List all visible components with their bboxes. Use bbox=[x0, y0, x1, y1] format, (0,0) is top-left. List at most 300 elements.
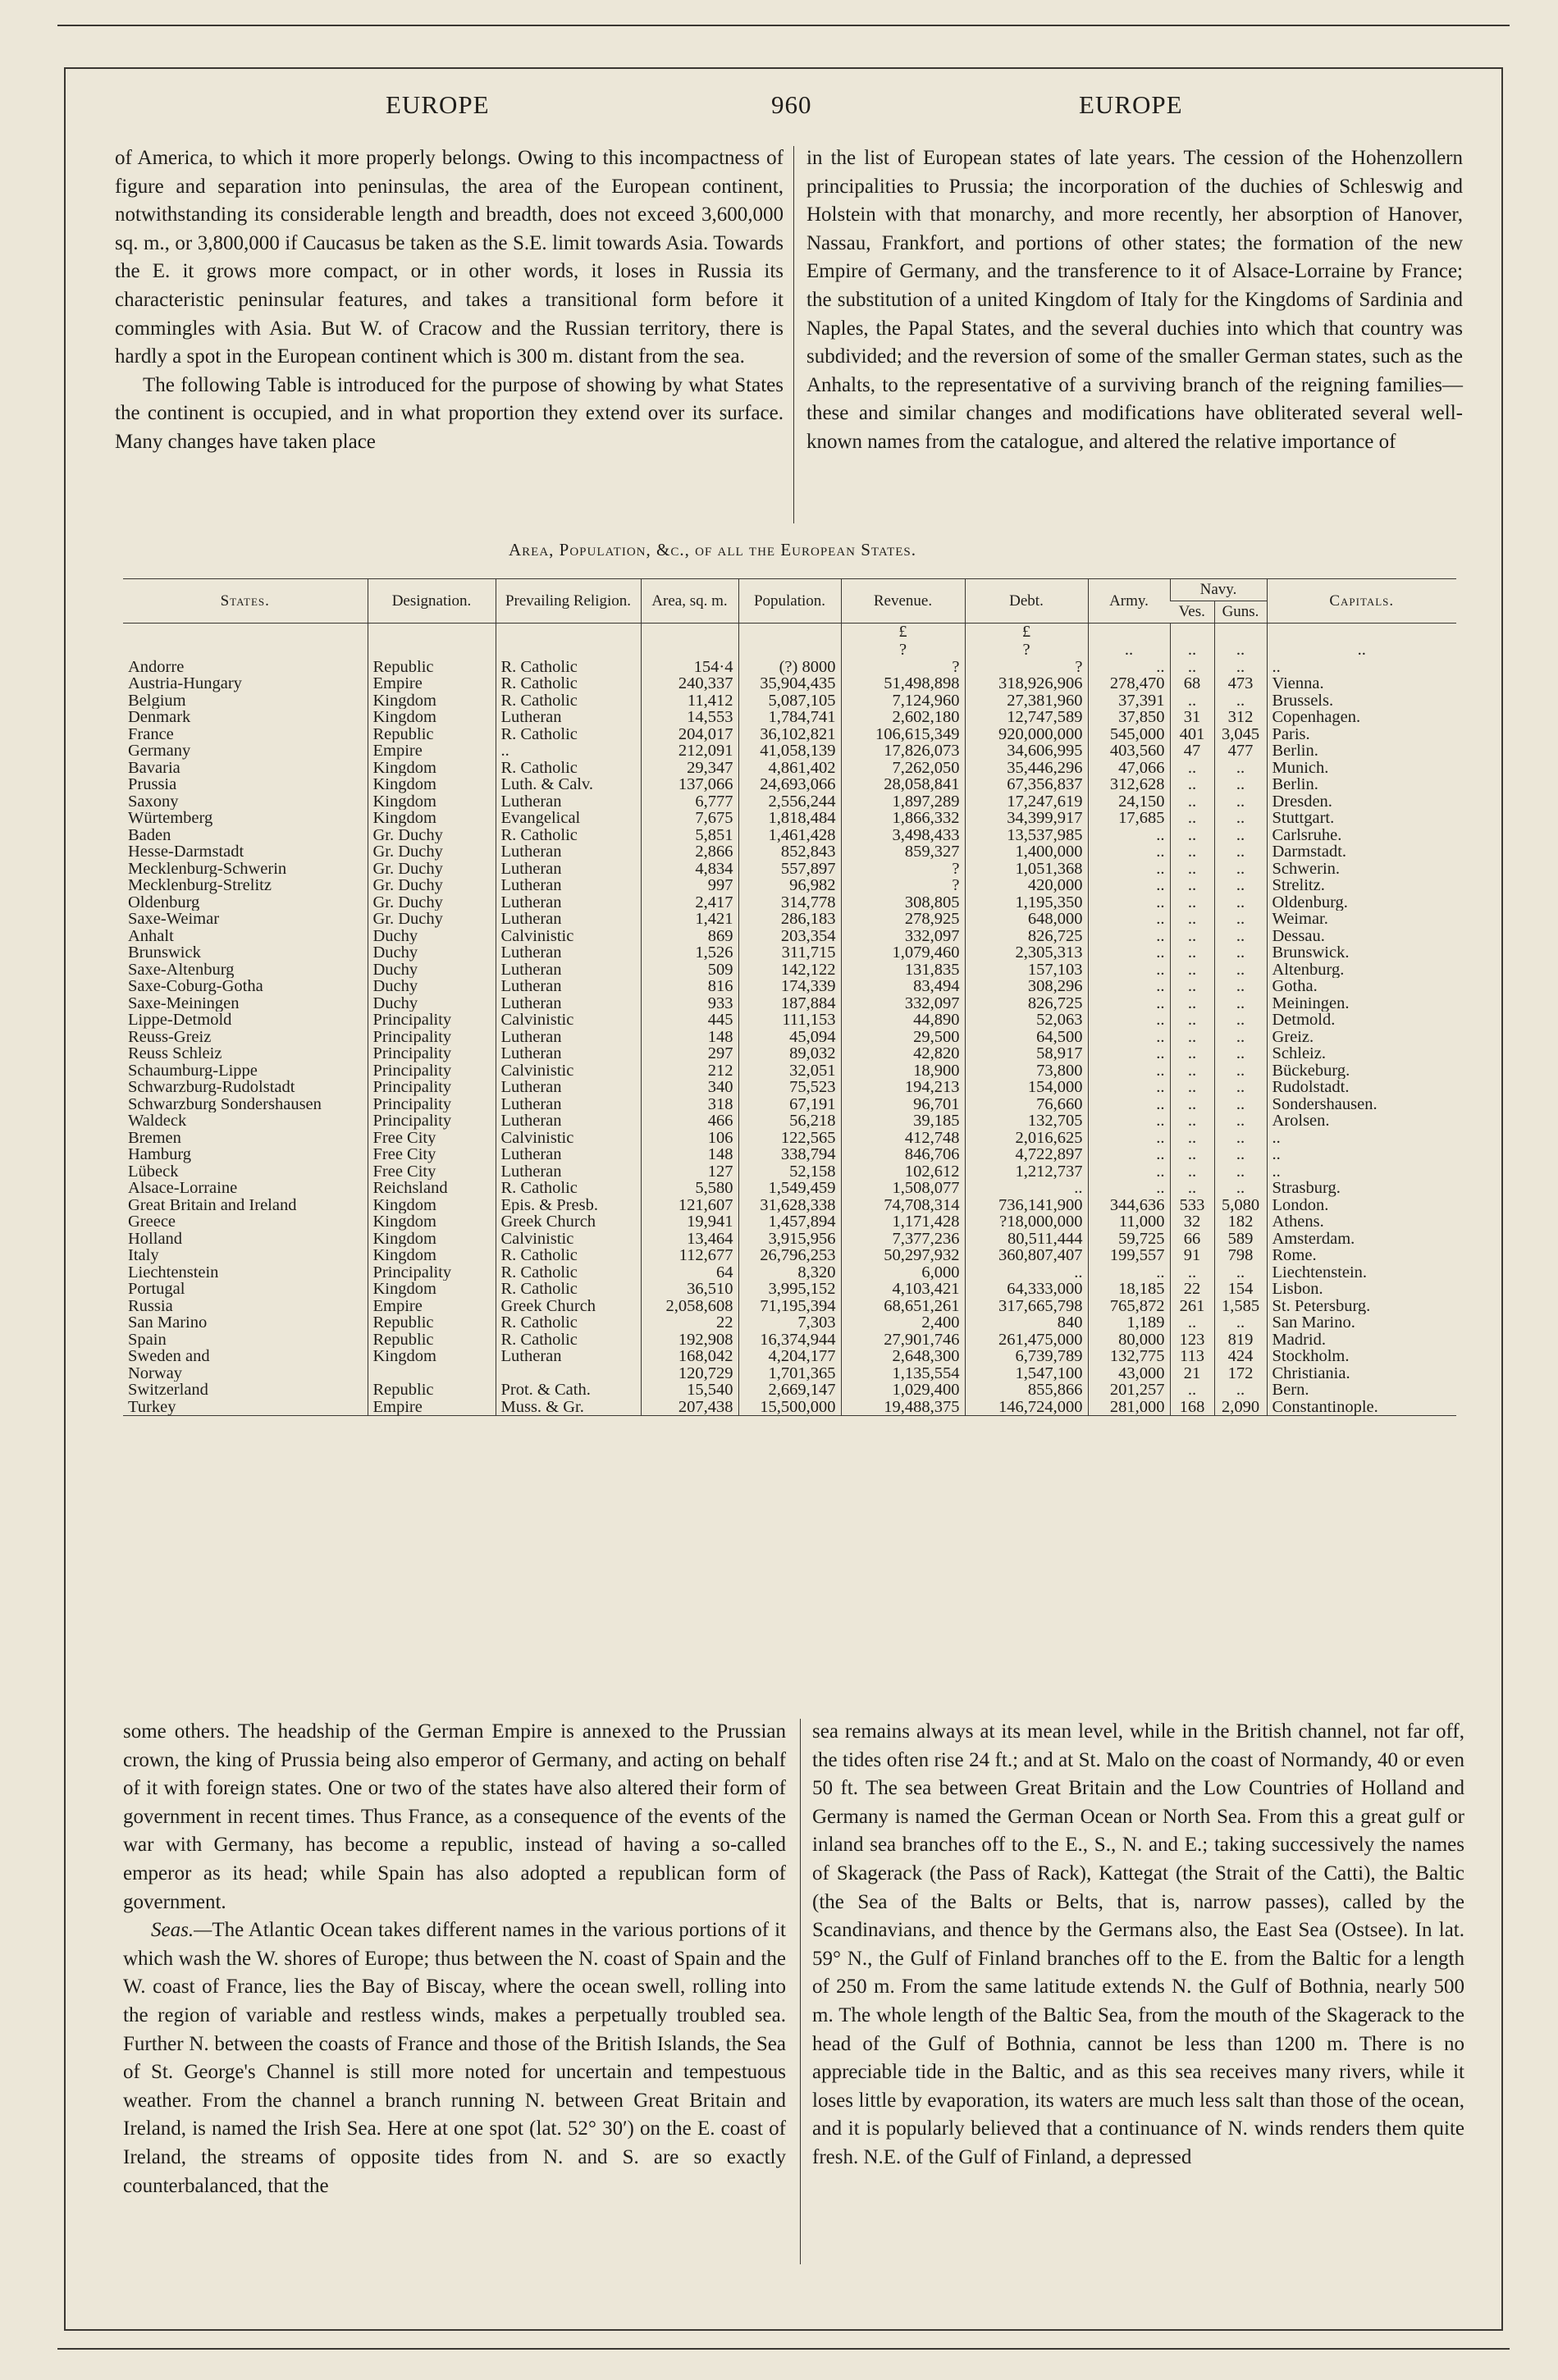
cell-state: Hamburg bbox=[128, 1146, 192, 1163]
cell-state: Reuss-Greiz bbox=[128, 1028, 212, 1045]
cell-state: Mecklenburg-Schwerin bbox=[128, 860, 287, 877]
cell-debt: 17,247,619 bbox=[965, 793, 1088, 811]
cell-designation: Gr. Duchy bbox=[368, 877, 496, 894]
table-row bbox=[123, 1332, 1456, 1349]
cell-guns: 424 bbox=[1214, 1348, 1267, 1365]
cell-ves: .. bbox=[1170, 1112, 1214, 1130]
cell-revenue: 2,400 bbox=[841, 1314, 965, 1332]
table-row bbox=[123, 962, 1456, 979]
cell-religion: R. Catholic bbox=[496, 760, 641, 777]
cell-state: Reuss Schleiz bbox=[128, 1045, 222, 1062]
cell-guns: .. bbox=[1214, 843, 1267, 861]
cell-designation: Republic bbox=[368, 659, 496, 676]
cell-ves: .. bbox=[1170, 1062, 1214, 1080]
cell-area: 13,464 bbox=[641, 1231, 738, 1248]
cell-state: Denmark bbox=[128, 709, 191, 726]
cell-guns: .. bbox=[1214, 962, 1267, 979]
cell-revenue: 29,500 bbox=[841, 1029, 965, 1046]
cell-capital: Strasburg. bbox=[1267, 1180, 1456, 1197]
cell-religion: Luth. & Calv. bbox=[496, 776, 641, 793]
cell-guns: .. bbox=[1214, 1146, 1267, 1163]
cell-debt: 420,000 bbox=[965, 877, 1088, 894]
cell-debt: 6,739,789 bbox=[965, 1348, 1088, 1365]
cell-debt: 261,475,000 bbox=[965, 1332, 1088, 1349]
cell-guns: .. bbox=[1214, 793, 1267, 811]
cell-ves: .. bbox=[1170, 776, 1214, 793]
cell-army: 18,185 bbox=[1088, 1281, 1170, 1298]
cell-army: .. bbox=[1088, 894, 1170, 911]
cell-state: Alsace-Lorraine bbox=[128, 1180, 238, 1197]
table-row bbox=[123, 1247, 1456, 1264]
cell-religion: Lutheran bbox=[496, 894, 641, 911]
cell-state: Spain bbox=[128, 1331, 167, 1348]
cell-revenue: 51,498,898 bbox=[841, 675, 965, 692]
cell-capital: Oldenburg. bbox=[1267, 894, 1456, 911]
cell-ves: .. bbox=[1170, 1163, 1214, 1181]
table-row bbox=[123, 1348, 1456, 1365]
cell-army: 312,628 bbox=[1088, 776, 1170, 793]
cell-debt: 1,547,100 bbox=[965, 1365, 1088, 1382]
cell-population: 35,904,435 bbox=[738, 675, 841, 692]
army-unknown: .. bbox=[1088, 641, 1170, 659]
cell-state: Austria-Hungary bbox=[128, 675, 242, 692]
body-left-column bbox=[123, 1718, 786, 2200]
cell-area: 509 bbox=[641, 962, 738, 979]
cell-guns: .. bbox=[1214, 1314, 1267, 1332]
cell-religion: Evangelical bbox=[496, 810, 641, 827]
cell-area: 15,540 bbox=[641, 1382, 738, 1399]
running-head-left: EUROPE bbox=[386, 90, 490, 119]
table-row bbox=[123, 944, 1456, 962]
cell-debt: 132,705 bbox=[965, 1112, 1088, 1130]
cell-debt: ?18,000,000 bbox=[965, 1213, 1088, 1231]
cell-area: 64 bbox=[641, 1264, 738, 1281]
cell-guns: 182 bbox=[1214, 1213, 1267, 1231]
cell-guns: .. bbox=[1214, 1079, 1267, 1096]
cell-population: 111,153 bbox=[738, 1012, 841, 1029]
cell-state: Switzerland bbox=[128, 1382, 208, 1399]
cell-guns: .. bbox=[1214, 911, 1267, 928]
cell-debt: 1,051,368 bbox=[965, 861, 1088, 878]
cell-area: 121,607 bbox=[641, 1197, 738, 1214]
cell-debt: 1,400,000 bbox=[965, 843, 1088, 861]
cell-religion: .. bbox=[496, 742, 641, 760]
cell-religion: Epis. & Presb. bbox=[496, 1197, 641, 1214]
cell-revenue: 102,612 bbox=[841, 1163, 965, 1181]
cell-population: 7,303 bbox=[738, 1314, 841, 1332]
cell-ves: .. bbox=[1170, 1146, 1214, 1163]
cell-ves: .. bbox=[1170, 659, 1214, 676]
cell-designation: Principality bbox=[368, 1062, 496, 1080]
cell-revenue: 39,185 bbox=[841, 1112, 965, 1130]
cell-religion: R. Catholic bbox=[496, 726, 641, 743]
cell-revenue: 50,297,932 bbox=[841, 1247, 965, 1264]
cell-revenue: ? bbox=[841, 877, 965, 894]
cell-capital: London. bbox=[1267, 1197, 1456, 1214]
cell-revenue: 4,103,421 bbox=[841, 1281, 965, 1298]
cell-religion: Lutheran bbox=[496, 861, 641, 878]
cell-revenue: ? bbox=[841, 659, 965, 676]
cell-population: 286,183 bbox=[738, 911, 841, 928]
cell-area: 445 bbox=[641, 1012, 738, 1029]
cell-army: .. bbox=[1088, 1264, 1170, 1281]
table-title: Area, Population, &c., of all the European States. bbox=[509, 540, 916, 560]
cell-population: 1,784,741 bbox=[738, 709, 841, 726]
cell-capital: Meiningen. bbox=[1267, 995, 1456, 1012]
cell-capital: Gotha. bbox=[1267, 978, 1456, 995]
cell-population: 15,500,000 bbox=[738, 1399, 841, 1416]
cell-religion: Lutheran bbox=[496, 944, 641, 962]
cell-revenue: 6,000 bbox=[841, 1264, 965, 1281]
cell-guns: 819 bbox=[1214, 1332, 1267, 1349]
cell-population: 1,549,459 bbox=[738, 1180, 841, 1197]
cell-religion: Lutheran bbox=[496, 962, 641, 979]
cell-area: 112,677 bbox=[641, 1247, 738, 1264]
cell-revenue: 2,648,300 bbox=[841, 1348, 965, 1365]
units-row-marks bbox=[123, 641, 1456, 659]
table-row bbox=[123, 1146, 1456, 1163]
cell-state: Schwarzburg Sondershausen bbox=[128, 1095, 322, 1112]
cell-religion: Greek Church bbox=[496, 1213, 641, 1231]
cell-state: Saxe-Meiningen bbox=[128, 994, 240, 1012]
cell-guns: .. bbox=[1214, 1264, 1267, 1281]
cell-capital: Athens. bbox=[1267, 1213, 1456, 1231]
cell-revenue: 44,890 bbox=[841, 1012, 965, 1029]
cell-debt: 154,000 bbox=[965, 1079, 1088, 1096]
cell-state: Andorre bbox=[128, 658, 185, 675]
cell-guns: 312 bbox=[1214, 709, 1267, 726]
cell-revenue: 1,897,289 bbox=[841, 793, 965, 811]
body-right-column bbox=[812, 1718, 1464, 2172]
cell-state: Hesse-Darmstadt bbox=[128, 843, 244, 861]
cell-population: 89,032 bbox=[738, 1045, 841, 1062]
cell-area: 137,066 bbox=[641, 776, 738, 793]
table-row bbox=[123, 709, 1456, 726]
cell-area: 204,017 bbox=[641, 726, 738, 743]
cell-debt: 64,333,000 bbox=[965, 1281, 1088, 1298]
cell-designation: Kingdom bbox=[368, 1247, 496, 1264]
cell-religion: R. Catholic bbox=[496, 659, 641, 676]
cell-revenue: 332,097 bbox=[841, 928, 965, 945]
cell-religion: Prot. & Cath. bbox=[496, 1382, 641, 1399]
cell-population: 45,094 bbox=[738, 1029, 841, 1046]
table-row bbox=[123, 928, 1456, 945]
cell-army: .. bbox=[1088, 1029, 1170, 1046]
cell-population: 36,102,821 bbox=[738, 726, 841, 743]
cell-guns: 1,585 bbox=[1214, 1298, 1267, 1315]
cell-guns: .. bbox=[1214, 861, 1267, 878]
cell-debt: 826,725 bbox=[965, 928, 1088, 945]
cell-debt: 73,800 bbox=[965, 1062, 1088, 1080]
cell-debt: 146,724,000 bbox=[965, 1399, 1088, 1416]
cell-ves: .. bbox=[1170, 793, 1214, 811]
paragraph: some others. The headship of the German Empire is annexed to the Prussian crown, the king of Prussia being also emperor of Germany, and acting on behalf of it with foreign states. One or two of the states have also altered their form of government in recent times. Thus France, as a consequence of the events of the war with Germany, has become a republic, instead of having a so-called emperor as its head; while Spain has also adopted a republican form of government. bbox=[123, 1720, 786, 1913]
cell-capital: Arolsen. bbox=[1267, 1112, 1456, 1130]
cell-army: .. bbox=[1088, 1163, 1170, 1181]
table-row bbox=[123, 911, 1456, 928]
cell-ves: 66 bbox=[1170, 1231, 1214, 1248]
cell-population: 5,087,105 bbox=[738, 692, 841, 710]
cell-area: 22 bbox=[641, 1314, 738, 1332]
table-row bbox=[123, 1130, 1456, 1147]
cell-capital: Copenhagen. bbox=[1267, 709, 1456, 726]
cell-state: Saxe-Coburg-Gotha bbox=[128, 978, 263, 995]
cell-area: 168,042 bbox=[641, 1348, 738, 1365]
cell-debt: .. bbox=[965, 1180, 1088, 1197]
cell-capital: Munich. bbox=[1267, 760, 1456, 777]
cell-capital: Bern. bbox=[1267, 1382, 1456, 1399]
cell-army: .. bbox=[1088, 962, 1170, 979]
cell-ves: 401 bbox=[1170, 726, 1214, 743]
cell-capital: Berlin. bbox=[1267, 776, 1456, 793]
cell-army: .. bbox=[1088, 928, 1170, 945]
cell-ves: .. bbox=[1170, 978, 1214, 995]
cell-religion: Lutheran bbox=[496, 995, 641, 1012]
cell-state: Mecklenburg-Strelitz bbox=[128, 877, 272, 894]
cell-capital: Paris. bbox=[1267, 726, 1456, 743]
cell-debt: ? bbox=[965, 659, 1088, 676]
cell-designation: Republic bbox=[368, 726, 496, 743]
table-row bbox=[123, 995, 1456, 1012]
cell-designation: Kingdom bbox=[368, 810, 496, 827]
cell-designation: Republic bbox=[368, 1382, 496, 1399]
cell-army: .. bbox=[1088, 911, 1170, 928]
cell-religion: Lutheran bbox=[496, 843, 641, 861]
cell-state: Saxony bbox=[128, 793, 179, 810]
cell-designation: Empire bbox=[368, 675, 496, 692]
table-row bbox=[123, 692, 1456, 710]
cell-revenue: 96,701 bbox=[841, 1096, 965, 1113]
cell-revenue: 332,097 bbox=[841, 995, 965, 1012]
cell-population: 1,818,484 bbox=[738, 810, 841, 827]
cell-capital: Brussels. bbox=[1267, 692, 1456, 710]
cell-guns: .. bbox=[1214, 692, 1267, 710]
header-debt: Debt. bbox=[965, 579, 1088, 624]
cell-debt: 1,195,350 bbox=[965, 894, 1088, 911]
cell-designation: Kingdom bbox=[368, 1231, 496, 1248]
cell-population: 557,897 bbox=[738, 861, 841, 878]
cell-designation: Free City bbox=[368, 1163, 496, 1181]
cell-debt: 35,446,296 bbox=[965, 760, 1088, 777]
cell-designation: Empire bbox=[368, 1399, 496, 1416]
cell-ves: .. bbox=[1170, 1130, 1214, 1147]
cell-revenue: 1,171,428 bbox=[841, 1213, 965, 1231]
cell-designation: Principality bbox=[368, 1112, 496, 1130]
cell-area: 2,866 bbox=[641, 843, 738, 861]
cell-army: 765,872 bbox=[1088, 1298, 1170, 1315]
cell-designation: Principality bbox=[368, 1029, 496, 1046]
table-row bbox=[123, 843, 1456, 861]
table-row bbox=[123, 810, 1456, 827]
cell-religion: R. Catholic bbox=[496, 1247, 641, 1264]
table-row bbox=[123, 1112, 1456, 1130]
cell-army: .. bbox=[1088, 659, 1170, 676]
revenue-unit: £ bbox=[841, 624, 965, 641]
cell-designation: Principality bbox=[368, 1264, 496, 1281]
cell-capital: Amsterdam. bbox=[1267, 1231, 1456, 1248]
cell-designation: Kingdom bbox=[368, 1281, 496, 1298]
revenue-unknown: ? bbox=[841, 641, 965, 659]
cell-ves: .. bbox=[1170, 944, 1214, 962]
column-divider bbox=[800, 1719, 801, 2264]
cell-area: 154·4 bbox=[641, 659, 738, 676]
cell-ves: .. bbox=[1170, 1029, 1214, 1046]
cell-ves: .. bbox=[1170, 1012, 1214, 1029]
cell-debt: 840 bbox=[965, 1314, 1088, 1332]
cell-area: 5,580 bbox=[641, 1180, 738, 1197]
cell-religion: Calvinistic bbox=[496, 1012, 641, 1029]
table-row bbox=[123, 1062, 1456, 1080]
cell-guns: .. bbox=[1214, 776, 1267, 793]
cell-ves: .. bbox=[1170, 1264, 1214, 1281]
cell-capital: Schwerin. bbox=[1267, 861, 1456, 878]
cell-designation: Reichsland bbox=[368, 1180, 496, 1197]
cell-capital: Altenburg. bbox=[1267, 962, 1456, 979]
cell-capital: Lisbon. bbox=[1267, 1281, 1456, 1298]
cell-state: Bremen bbox=[128, 1129, 181, 1146]
cell-revenue: 83,494 bbox=[841, 978, 965, 995]
cell-ves: .. bbox=[1170, 877, 1214, 894]
cell-revenue: 3,498,433 bbox=[841, 827, 965, 844]
cell-state: Schwarzburg-Rudolstadt bbox=[128, 1079, 295, 1096]
header-guns: Guns. bbox=[1214, 601, 1267, 624]
table-header-row bbox=[123, 579, 1456, 601]
cell-area: 148 bbox=[641, 1029, 738, 1046]
guns-unknown: .. bbox=[1214, 641, 1267, 659]
cell-religion: R. Catholic bbox=[496, 1180, 641, 1197]
cell-revenue: 278,925 bbox=[841, 911, 965, 928]
cell-area: 120,729 bbox=[641, 1365, 738, 1382]
paragraph: in the list of European states of late years. The cession of the Hohenzollern principalities to Prussia; the incorporation of the duchies of Schleswig and Holstein with that monarchy, and more recently, her absorption of Hanover, Nassau, Frankfort, and portions of other states; the formation of the new Empire of Germany, and the transference to it of Alsace-Lorraine by France; the substitution of a united Kingdom of Italy for the Kingdoms of Sardinia and Naples, the Papal States, and the several duchies into which that country was subdivided; and the reversion of some of the smaller German states, such as the Anhalts, to the representative of a surviving branch of the reigning families—these and similar changes and modifications have obliterated several well-known names from the catalogue, and altered the relative importance of bbox=[806, 147, 1463, 453]
table-row bbox=[123, 827, 1456, 844]
cell-religion: Calvinistic bbox=[496, 1130, 641, 1147]
cell-area: 997 bbox=[641, 877, 738, 894]
cell-ves: .. bbox=[1170, 995, 1214, 1012]
cell-religion: Lutheran bbox=[496, 1079, 641, 1096]
cell-army: 43,000 bbox=[1088, 1365, 1170, 1382]
table-row bbox=[123, 877, 1456, 894]
cell-religion: R. Catholic bbox=[496, 1332, 641, 1349]
cell-designation: Kingdom bbox=[368, 1213, 496, 1231]
table-row bbox=[123, 1365, 1456, 1382]
table-row bbox=[123, 1382, 1456, 1399]
cell-army: 201,257 bbox=[1088, 1382, 1170, 1399]
cell-area: 5,851 bbox=[641, 827, 738, 844]
cell-ves: .. bbox=[1170, 928, 1214, 945]
header-religion: Prevailing Religion. bbox=[496, 579, 641, 624]
cell-population: 32,051 bbox=[738, 1062, 841, 1080]
cell-capital: Brunswick. bbox=[1267, 944, 1456, 962]
cell-capital: Stockholm. bbox=[1267, 1348, 1456, 1365]
cell-army: 37,850 bbox=[1088, 709, 1170, 726]
cell-debt: 13,537,985 bbox=[965, 827, 1088, 844]
cell-religion: Lutheran bbox=[496, 1348, 641, 1365]
cell-population: 41,058,139 bbox=[738, 742, 841, 760]
cell-debt: 34,399,917 bbox=[965, 810, 1088, 827]
cell-state: Portugal bbox=[128, 1281, 185, 1298]
table-row bbox=[123, 1213, 1456, 1231]
cell-state: Bavaria bbox=[128, 759, 180, 776]
cell-population: 16,374,944 bbox=[738, 1332, 841, 1349]
cell-designation: Kingdom bbox=[368, 1197, 496, 1214]
cell-designation: Gr. Duchy bbox=[368, 861, 496, 878]
cell-religion: Lutheran bbox=[496, 877, 641, 894]
cell-debt: 52,063 bbox=[965, 1012, 1088, 1029]
cell-population: 187,884 bbox=[738, 995, 841, 1012]
header-states: States. bbox=[123, 579, 368, 624]
cell-population: 1,461,428 bbox=[738, 827, 841, 844]
cell-debt: .. bbox=[965, 1264, 1088, 1281]
cell-ves: .. bbox=[1170, 760, 1214, 777]
cell-capital: Rome. bbox=[1267, 1247, 1456, 1264]
cell-debt: 360,807,407 bbox=[965, 1247, 1088, 1264]
cell-designation: Principality bbox=[368, 1096, 496, 1113]
cell-population: 96,982 bbox=[738, 877, 841, 894]
cell-religion: Calvinistic bbox=[496, 1231, 641, 1248]
cell-area: 869 bbox=[641, 928, 738, 945]
cell-revenue: 74,708,314 bbox=[841, 1197, 965, 1214]
cell-religion: R. Catholic bbox=[496, 1264, 641, 1281]
cell-ves: .. bbox=[1170, 1096, 1214, 1113]
cell-guns: .. bbox=[1214, 810, 1267, 827]
table-row bbox=[123, 1314, 1456, 1332]
cell-ves: 533 bbox=[1170, 1197, 1214, 1214]
cell-revenue: 17,826,073 bbox=[841, 742, 965, 760]
cell-guns: .. bbox=[1214, 944, 1267, 962]
cell-army: .. bbox=[1088, 827, 1170, 844]
cell-area: 240,337 bbox=[641, 675, 738, 692]
cell-area: 7,675 bbox=[641, 810, 738, 827]
cell-capital: Madrid. bbox=[1267, 1332, 1456, 1349]
cell-debt: 920,000,000 bbox=[965, 726, 1088, 743]
cell-guns: .. bbox=[1214, 659, 1267, 676]
cell-debt: 2,016,625 bbox=[965, 1130, 1088, 1147]
cell-revenue: 7,377,236 bbox=[841, 1231, 965, 1248]
cell-designation: Kingdom bbox=[368, 709, 496, 726]
cell-ves: 91 bbox=[1170, 1247, 1214, 1264]
cell-state: Oldenburg bbox=[128, 893, 200, 911]
cell-capital: Carlsruhe. bbox=[1267, 827, 1456, 844]
cell-religion: Lutheran bbox=[496, 709, 641, 726]
cell-designation: Free City bbox=[368, 1130, 496, 1147]
cell-population: 26,796,253 bbox=[738, 1247, 841, 1264]
cell-area: 14,553 bbox=[641, 709, 738, 726]
cell-debt: 157,103 bbox=[965, 962, 1088, 979]
cell-guns: .. bbox=[1214, 1045, 1267, 1062]
cell-debt: 80,511,444 bbox=[965, 1231, 1088, 1248]
cell-capital: Bückeburg. bbox=[1267, 1062, 1456, 1080]
cell-religion: Lutheran bbox=[496, 1163, 641, 1181]
table-row bbox=[123, 1197, 1456, 1214]
cell-population: 311,715 bbox=[738, 944, 841, 962]
cell-state: Saxe-Weimar bbox=[128, 911, 220, 928]
cell-debt: 34,606,995 bbox=[965, 742, 1088, 760]
page-number: 960 bbox=[771, 90, 812, 119]
paragraph: The following Table is introduced for the purpose of showing by what States the continent is occupied, and in what proportion they extend over its surface. Many changes have taken place bbox=[115, 373, 784, 453]
cell-religion: Lutheran bbox=[496, 1029, 641, 1046]
cell-religion: R. Catholic bbox=[496, 692, 641, 710]
cell-state: Belgium bbox=[128, 692, 186, 709]
cell-army: 278,470 bbox=[1088, 675, 1170, 692]
cell-capital: Christiania. bbox=[1267, 1365, 1456, 1382]
table-row bbox=[123, 659, 1456, 676]
cell-revenue: 1,079,460 bbox=[841, 944, 965, 962]
cell-population: 142,122 bbox=[738, 962, 841, 979]
cell-population: 75,523 bbox=[738, 1079, 841, 1096]
cell-army: .. bbox=[1088, 1112, 1170, 1130]
cell-capital: Schleiz. bbox=[1267, 1045, 1456, 1062]
cell-army: 545,000 bbox=[1088, 726, 1170, 743]
